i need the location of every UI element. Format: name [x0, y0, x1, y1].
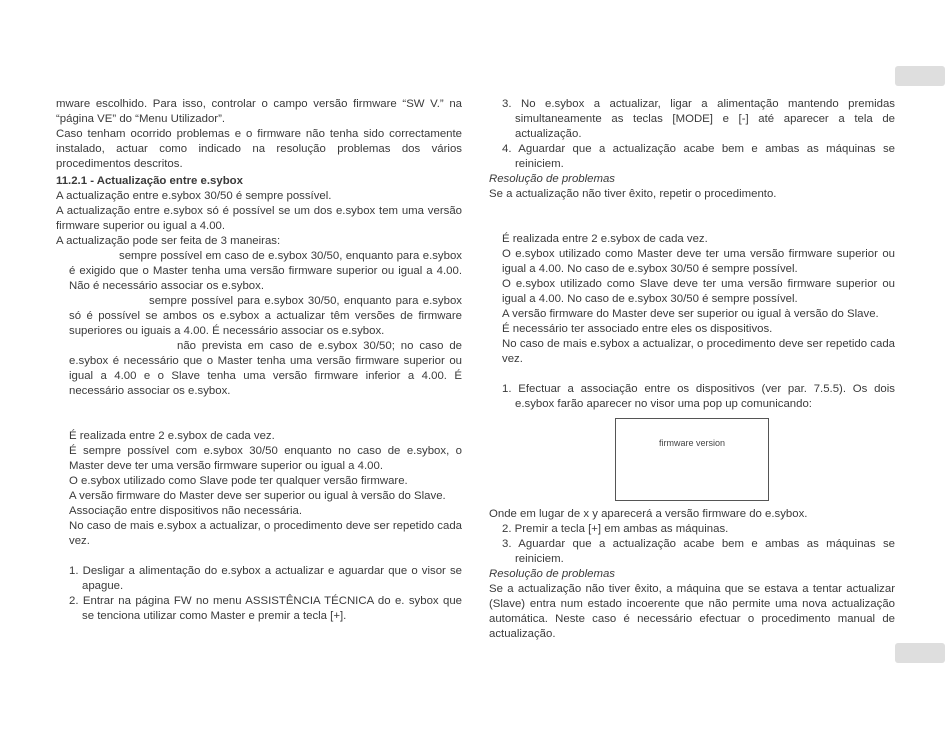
update-way: não prevista em caso de e.sybox 30/50; no caso de e.sybox é necessário que o Master tenha uma versão firmware superior ou igual a 4.00 e o Slave tenha uma versão firmware inferior a 4.00. É necessário associar os e.sybox.: [69, 340, 462, 397]
list-item: 2. Premir a tecla [+] em ambas as máquinas.: [502, 523, 729, 535]
text-line: É realizada entre 2 e.sybox de cada vez.: [69, 430, 275, 442]
text-line: A versão firmware do Master deve ser superior ou igual à versão do Slave.: [502, 308, 879, 320]
popup-text: firmware version: [658, 438, 725, 448]
text-line: É sempre possível com e.sybox 30/50 enquanto no caso de e.sybox, o Master deve ter uma versão firmware superior ou igual a 4.00.: [69, 445, 462, 472]
text-line: No caso de mais e.sybox a actualizar, o procedimento deve ser repetido cada vez.: [69, 520, 462, 547]
section-heading: 11.2.1 - Actualização entre e.sybox: [56, 175, 243, 187]
intro-paragraph: mware escolhido. Para isso, controlar o campo versão firmware “SW V.” na “página VE” do “Menu Utilizador”.: [56, 98, 462, 125]
list-item: 1. Efectuar a associação entre os dispositivos (ver par. 7.5.5). Os dois e.sybox farão aparecer no visor uma pop up comunicando:: [502, 383, 895, 410]
text-line: No caso de mais e.sybox a actualizar, o procedimento deve ser repetido cada vez.: [502, 338, 895, 365]
trouble-heading: Resolução de problemas: [489, 173, 616, 185]
trouble-heading: Resolução de problemas: [489, 568, 616, 580]
text-line: O e.sybox utilizado como Slave deve ter uma versão firmware superior ou igual a 4.00. No caso de e.sybox 30/50 é sempre possível.: [502, 278, 895, 305]
left-column: [56, 97, 462, 624]
text-line: Se a actualização não tiver êxito, repetir o procedimento.: [489, 188, 777, 200]
page-tab-bottom: [895, 643, 945, 663]
list-item: 1. Desligar a alimentação do e.sybox a actualizar e aguardar que o visor se apague.: [69, 565, 462, 592]
right-column: [489, 97, 895, 642]
list-item: 3. Aguardar que a actualização acabe bem e ambas as máquinas se reiniciem.: [502, 538, 895, 565]
text-line: A actualização pode ser feita de 3 maneiras:: [56, 235, 281, 247]
list-item: 4. Aguardar que a actualização acabe bem e ambas as máquinas se reiniciem.: [502, 143, 895, 170]
page-tab-top: [895, 66, 945, 86]
text-line: Se a actualização não tiver êxito, a máquina que se estava a tentar actualizar (Slave) entra num estado incoerente que não permite uma nova actualização automática. Neste caso é necessário efectuar o procedimento manual de actualização.: [489, 583, 895, 640]
text-line: Associação entre dispositivos não necessária.: [69, 505, 303, 517]
list-item: 3. No e.sybox a actualizar, ligar a alimentação mantendo premidas simultaneamente as teclas [MODE] e [-] até aparecer a tela de actualização.: [502, 98, 895, 140]
intro-paragraph: Caso tenham ocorrido problemas e o firmware não tenha sido correctamente instalado, actuar como indicado na resolução problemas dos vários procedimentos descritos.: [56, 128, 462, 170]
text-line: É realizada entre 2 e.sybox de cada vez.: [502, 233, 708, 245]
text-line: Onde em lugar de x y aparecerá a versão firmware do e.sybox.: [489, 508, 808, 520]
update-way: sempre possível em caso de e.sybox 30/50, enquanto para e.sybox é exigido que o Master tenha uma versão firmware superior ou igual a 4.00. Não é necessário associar os e.sybox.: [69, 250, 462, 292]
list-item: 2. Entrar na página FW no menu ASSISTÊNCIA TÉCNICA do e. sybox que se tenciona utilizar como Master e premir a tecla [+].: [69, 595, 462, 622]
update-way: sempre possível para e.sybox 30/50, enquanto para e.sybox só é possível se ambos os e.sybox a actualizar têm versões de firmware superiores ou iguais a 4.00. É necessário associar os e.sybox.: [69, 295, 462, 337]
text-line: A versão firmware do Master deve ser superior ou igual à versão do Slave.: [69, 490, 446, 502]
text-line: A actualização entre e.sybox 30/50 é sempre possível.: [56, 190, 332, 202]
text-line: O e.sybox utilizado como Master deve ter uma versão firmware superior ou igual a 4.00. No caso de e.sybox 30/50 é sempre possível.: [502, 248, 895, 275]
popup-box: [615, 418, 769, 501]
text-line: O e.sybox utilizado como Slave pode ter qualquer versão firmware.: [69, 475, 408, 487]
text-line: A actualização entre e.sybox só é possível se um dos e.sybox tem uma versão firmware superior ou igual a 4.00.: [56, 205, 462, 232]
text-line: É necessário ter associado entre eles os dispositivos.: [502, 323, 773, 335]
